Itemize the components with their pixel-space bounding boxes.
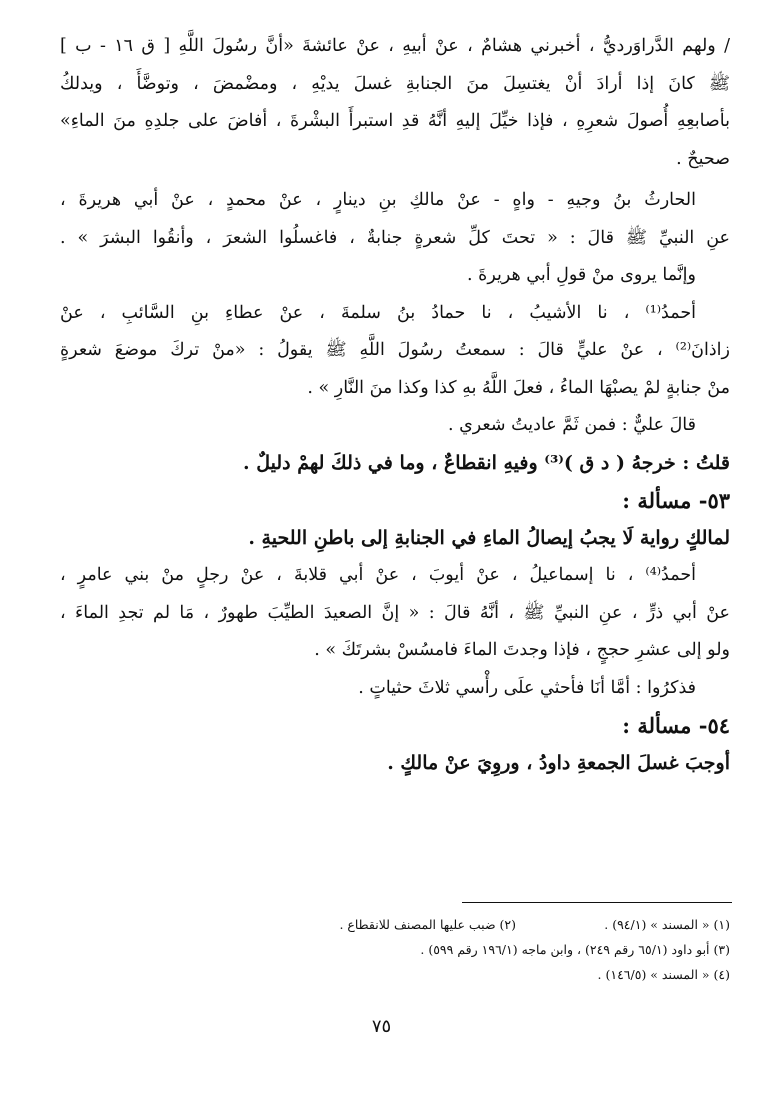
text-line: وإنَّما يروى منْ قولِ أبي هريرةَ .	[467, 265, 696, 285]
text-line: عنِ النبيِّ ﷺ قالَ : « تحتَ كلِّ شعرةٍ جنابةٌ ، فاغسلُوا الشعرَ ، وأنقُوا البشرَ » .	[60, 227, 730, 248]
text-line: ﷺ كانَ إذا أرادَ أنْ يغتسِلَ منَ الجنابةِ غسلَ يديْهِ ، ومضْمضَ ، وتوضَّأَ ، ويدلكُ	[60, 73, 730, 94]
text-line: / ولهم الدَّراوَرديُّ ، أخبرني هشامٌ ، عنْ أبيهِ ، عنْ عائشةَ «أنَّ رسُولَ اللَّهِ [ ق ١٦ - ب ]	[60, 36, 730, 56]
section-heading-53: ٥٣- مسألة :	[622, 488, 730, 513]
text-line: الحارثُ بنُ وجيهِ - واهٍ - عنْ مالكِ بنِ دينارٍ ، عنْ محمدٍ ، عنْ أبي هريرةَ ،	[60, 190, 696, 210]
footnotes	[60, 912, 730, 987]
text-line: عنْ أبي ذرٍّ ، عنِ النبيِّ ﷺ ، أنَّهُ قالَ : « إنَّ الصعيدَ الطيِّبَ طهورٌ ، مَا لم تجدِ الماءَ ،	[60, 602, 730, 623]
footnote-1: (١) « المسند » (٩٤/١) .	[604, 917, 730, 932]
footnote-3: (٣) أبو داود (٦٥/١ رقم ٢٤٩) ، وابن ماجه (١٩٦/١ رقم ٥٩٩) .	[420, 942, 730, 957]
text-line: صحيحٌ .	[676, 148, 730, 169]
text-line: أحمدُ⁽¹⁾ ، نا الأشيبُ ، نا حمادُ بنُ سلمةَ ، عنْ عطاءِ بنِ السَّائبِ ، عنْ	[60, 302, 696, 323]
main-text	[60, 28, 730, 782]
author-comment: قلتُ : خرجهُ ( د ق )⁽³⁾ وفيهِ انقطاعٌ ، وما في ذلكَ لهمْ دليلٌ .	[243, 451, 730, 474]
footnote-divider	[462, 902, 732, 903]
section-statement: لمالكٍ رواية لَا يجبُ إيصالُ الماءِ في الجنابةِ إلى باطنِ اللحيةِ .	[248, 526, 730, 549]
text-line: بأصابعِهِ أُصولَ شعرِهِ ، فإذا خيِّلَ إليهِ أنَّهُ قدِ استبرأَ البشْرةَ ، أفاضَ على جلدِهِ منَ الماءِ»	[60, 111, 730, 131]
footnote-2: (٢) ضبب عليها المصنف للانقطاع .	[339, 917, 517, 932]
text-line: زاذانَ⁽²⁾ ، عنْ عليٍّ قالَ : سمعتُ رسُولَ اللَّهِ ﷺ يقولُ : «منْ تركَ موضعَ شعرةٍ	[60, 340, 730, 360]
footnote-4: (٤) « المسند » (١٤٦/٥) .	[597, 967, 730, 982]
section-statement: أوجبَ غسلَ الجمعةِ داودُ ، وروِيَ عنْ مالكٍ .	[387, 751, 730, 774]
text-line: قالَ عليٌّ : فمن ثَمَّ عاديتُ شعري .	[447, 415, 696, 435]
section-heading-54: ٥٤- مسألة :	[622, 713, 730, 738]
text-line: ولو إلى عشرِ حججٍ ، فإذا وجدتَ الماءَ فامسُسْ بشرتَكَ » .	[314, 640, 730, 660]
page-number: ٧٥	[371, 1016, 392, 1037]
text-line: أحمدُ⁽⁴⁾ ، نا إسماعيلُ ، عنْ أيوبَ ، عنْ أبي قلابةَ ، عنْ رجلٍ منْ بني عامرٍ ،	[60, 565, 696, 585]
text-line: فذكرُوا : أمَّا أنَا فأحثي علَى رأْسي ثلاثَ حثياتٍ .	[358, 677, 696, 698]
text-line: منْ جنابةٍ لمْ يصبْهَا الماءُ ، فعلَ اللَّهُ بهِ كذا وكذا منَ النَّارِ » .	[307, 377, 730, 398]
footnote-row	[60, 912, 730, 937]
